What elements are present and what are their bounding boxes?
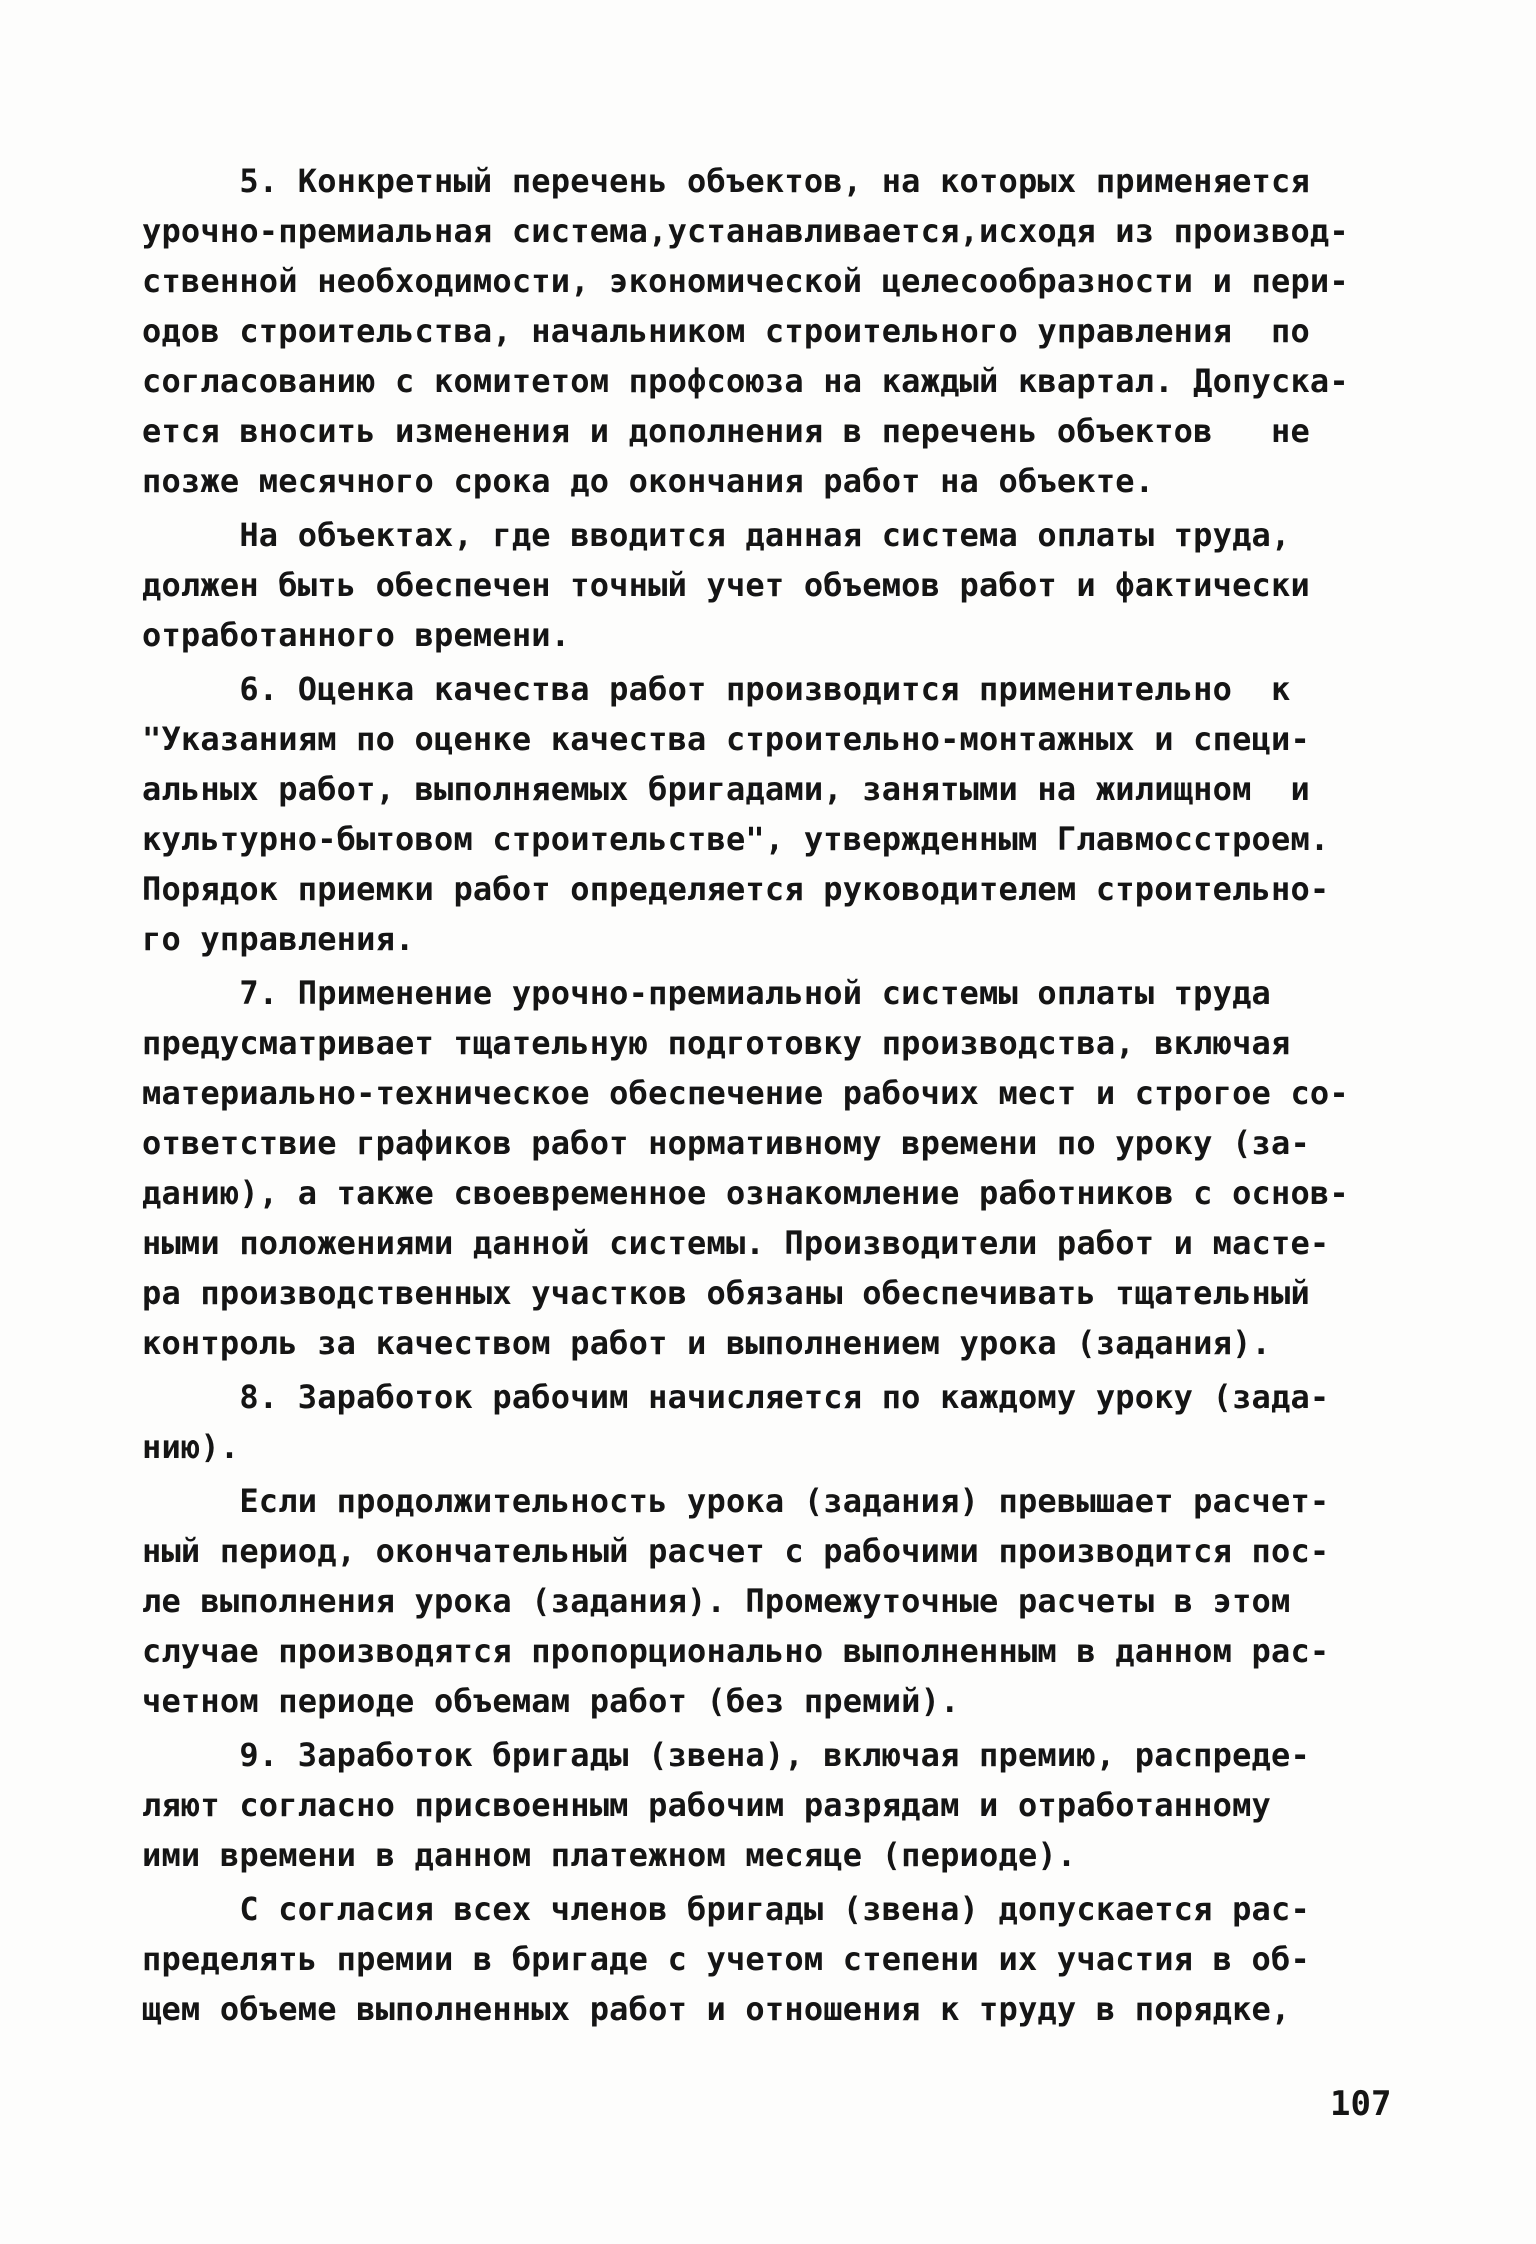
text-line: го управления. (142, 920, 415, 958)
text-line: материально-техническое обеспечение рабочих мест и строгое со- (142, 1074, 1349, 1112)
text-line: Порядок приемки работ определяется руководителем строительно- (142, 870, 1330, 908)
paragraph (142, 1476, 1397, 1726)
text-line: контроль за качеством работ и выполнением урока (задания). (142, 1324, 1272, 1362)
text-line: Если продолжительность урока (задания) превышает расчет- (142, 1482, 1330, 1520)
text-line: урочно-премиальная система,устанавливается,исходя из производ- (142, 212, 1349, 250)
text-line: ется вносить изменения и дополнения в перечень объектов не (142, 412, 1310, 450)
text-line: ственной необходимости, экономической целесообразности и пери- (142, 262, 1349, 300)
text-line: ле выполнения урока (задания). Промежуточные расчеты в этом (142, 1582, 1291, 1620)
paragraph-gap (142, 2034, 1397, 2038)
text-line: 5. Конкретный перечень объектов, на которых применяется (142, 162, 1310, 200)
text-line: альных работ, выполняемых бригадами, занятыми на жилищном и (142, 770, 1310, 808)
text-line: щем объеме выполненных работ и отношения к труду в порядке, (142, 1990, 1291, 2028)
paragraph (142, 968, 1397, 1368)
paragraph (142, 1884, 1397, 2034)
paragraph (142, 1372, 1397, 1472)
text-line: должен быть обеспечен точный учет объемов работ и фактически (142, 566, 1310, 604)
text-line: пределять премии в бригаде с учетом степени их участия в об- (142, 1940, 1310, 1978)
text-line: ра производственных участков обязаны обеспечивать тщательный (142, 1274, 1310, 1312)
text-line: четном периоде объемам работ (без премий). (142, 1682, 960, 1720)
text-line: ответствие графиков работ нормативному времени по уроку (за- (142, 1124, 1310, 1162)
text-line: нию). (142, 1428, 240, 1466)
text-line: позже месячного срока до окончания работ на объекте. (142, 462, 1155, 500)
paragraph (142, 156, 1397, 506)
text-line: 7. Применение урочно-премиальной системы оплаты труда (142, 974, 1272, 1012)
text-line: ляют согласно присвоенным рабочим разрядам и отработанному (142, 1786, 1272, 1824)
text-line: согласованию с комитетом профсоюза на каждый квартал. Допуска- (142, 362, 1349, 400)
text-line: 8. Заработок рабочим начисляется по каждому уроку (зада- (142, 1378, 1330, 1416)
document-body (142, 156, 1397, 2038)
text-line: 9. Заработок бригады (звена), включая премию, распреде- (142, 1736, 1310, 1774)
text-line: ный период, окончательный расчет с рабочими производится пос- (142, 1532, 1330, 1570)
text-line: данию), а также своевременное ознакомление работников с основ- (142, 1174, 1349, 1212)
paragraph (142, 664, 1397, 964)
text-line: случае производятся пропорционально выполненным в данном рас- (142, 1632, 1330, 1670)
text-line: С согласия всех членов бригады (звена) допускается рас- (142, 1890, 1310, 1928)
text-line: На объектах, где вводится данная система оплаты труда, (142, 516, 1291, 554)
text-line: культурно-бытовом строительстве", утвержденным Главмосстроем. (142, 820, 1330, 858)
text-line: 6. Оценка качества работ производится применительно к (142, 670, 1291, 708)
text-line: ными положениями данной системы. Производители работ и масте- (142, 1224, 1330, 1262)
paragraph (142, 510, 1397, 660)
paragraph (142, 1730, 1397, 1880)
page-number: 107 (1330, 2084, 1392, 2124)
text-line: "Указаниям по оценке качества строительно-монтажных и специ- (142, 720, 1310, 758)
text-line: ими времени в данном платежном месяце (периоде). (142, 1836, 1077, 1874)
text-line: отработанного времени. (142, 616, 571, 654)
text-line: предусматривает тщательную подготовку производства, включая (142, 1024, 1291, 1062)
text-line: одов строительства, начальником строительного управления по (142, 312, 1310, 350)
